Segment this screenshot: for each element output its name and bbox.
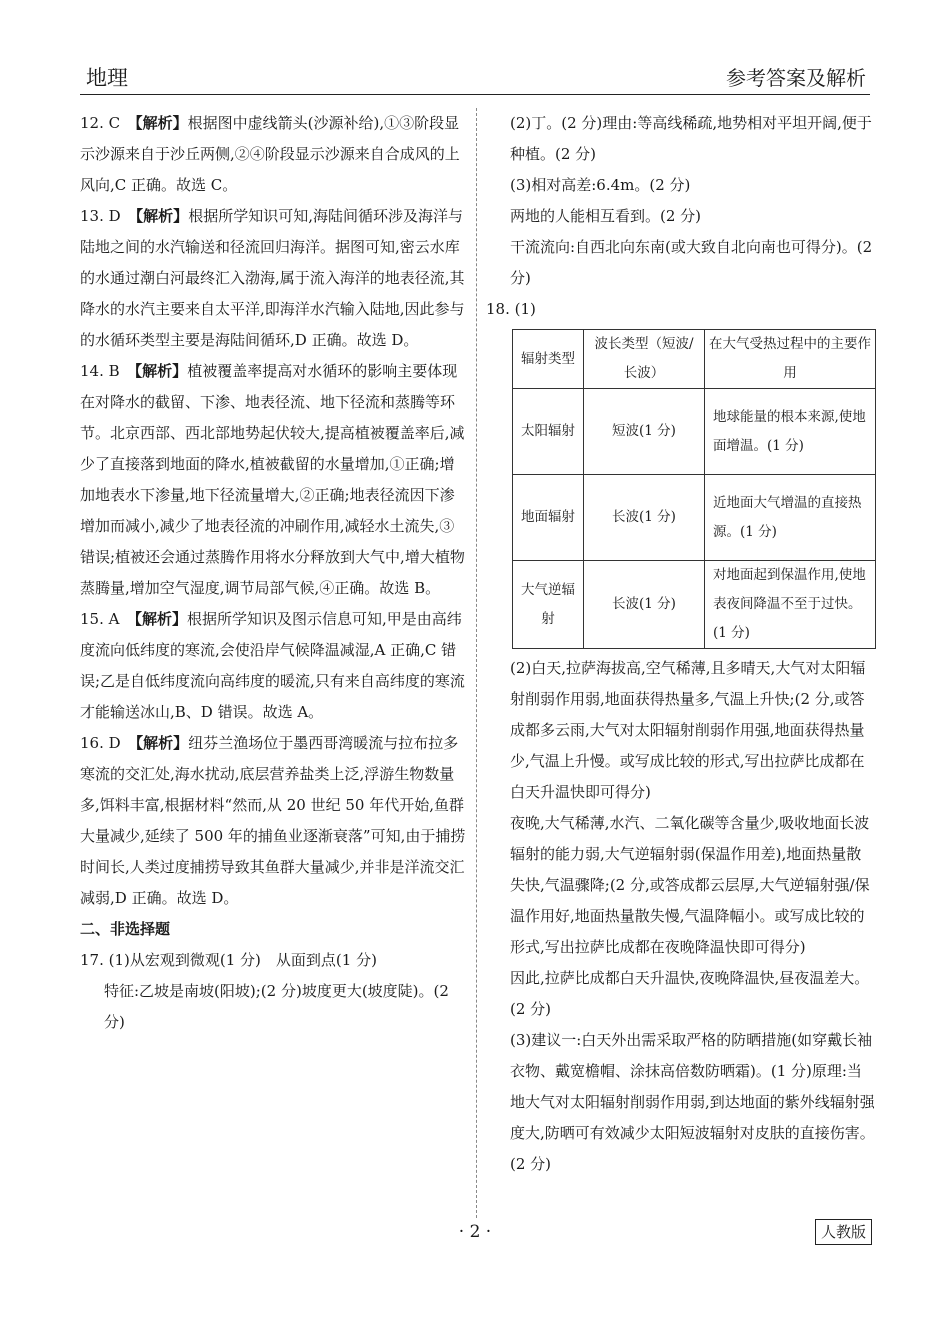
table-cell: 太阳辐射 <box>513 389 584 475</box>
table-cell: 对地面起到保温作用,使地表夜间降温不至于过快。(1 分) <box>705 561 876 649</box>
answer-17-part1: 17. (1)从宏观到微观(1 分) 从面到点(1 分) <box>80 951 377 969</box>
table-row <box>513 561 876 649</box>
table-cell: 地球能量的根本来源,使地面增温。(1 分) <box>705 389 876 475</box>
answer-15: 15. A 【解析】根据所学知识及图示信息可知,甲是由高纬度流向低纬度的寒流,会使沿岸气候降温减湿,A 正确,C 错误;乙是自低纬度流向高纬度的暖流,只有来自高纬度的寒流才能输送冰山,B、D 错误。故选 A。 <box>80 610 465 721</box>
table-cell: 近地面大气增温的直接热源。(1 分) <box>705 475 876 561</box>
right-column <box>486 108 876 1180</box>
answer-18-part1: 18. (1) <box>486 300 536 318</box>
table-row <box>513 389 876 475</box>
left-column <box>80 108 466 1038</box>
edition-badge: 人教版 <box>815 1219 872 1245</box>
page-header <box>80 58 870 95</box>
page-number: · 2 · <box>458 1222 492 1242</box>
answer-17-visibility: 两地的人能相互看到。(2 分) <box>510 207 702 225</box>
doc-title: 参考答案及解析 <box>726 66 866 90</box>
answer-17-part3: (3)相对高差:6.4m。(2 分) <box>510 176 691 194</box>
answer-14: 14. B 【解析】植被覆盖率提高对水循环的影响主要体现在对降水的截留、下渗、地表径流、地下径流和蒸腾等环节。北京西部、西北部地势起伏较大,提高植被覆盖率后,减少了直接落到地面的降水,植被截留的水量增加,①正确;增加地表水下渗量,地下径流量增大,②正确;地表径流因下渗增加而减小,减少了地表径流的冲刷作用,减轻水土流失,③错误;植被还会通过蒸腾作用将水分释放到大气中,增大植物蒸腾量,增加空气湿度,调节局部气候,④正确。故选 B。 <box>80 362 465 597</box>
table-row <box>513 475 876 561</box>
answer-12: 12. C 【解析】根据图中虚线箭头(沙源补给),①③阶段显示沙源来自于沙丘两侧,②④阶段显示沙源来自合成风的上风向,C 正确。故选 C。 <box>80 114 460 194</box>
section-heading: 二、非选择题 <box>80 920 171 938</box>
answer-18-part2-night: 夜晚,大气稀薄,水汽、二氧化碳等含量少,吸收地面长波辐射的能力弱,大气逆辐射弱(保温作用差),地面热量散失快,气温骤降;(2 分,或答成都云层厚,大气逆辐射强/保温作用好,地面热量散失慢,气温降幅小。或写成比较的形式,写出拉萨比成都在夜晚降温快即可得分) <box>510 814 870 956</box>
answer-17-flow: 干流流向:自西北向东南(或大致自北向南也可得分)。(2 分) <box>510 238 873 287</box>
table-header: 波长类型（短波/长波） <box>584 330 705 389</box>
table-header: 辐射类型 <box>513 330 584 389</box>
table-cell: 长波(1 分) <box>584 475 705 561</box>
answer-18-part2-conclusion: 因此,拉萨比成都白天升温快,夜晚降温快,昼夜温差大。(2 分) <box>510 969 870 1018</box>
radiation-table <box>512 329 876 649</box>
answer-18-part3: (3)建议一:白天外出需采取严格的防晒措施(如穿戴长袖衣物、戴宽檐帽、涂抹高倍数防晒霜)。(1 分)原理:当地大气对太阳辐射削弱作用弱,到达地面的紫外线辐射强度大,防晒可有效减少太阳短波辐射对皮肤的直接伤害。(2 分) <box>510 1031 875 1173</box>
answer-16: 16. D 【解析】纽芬兰渔场位于墨西哥湾暖流与拉布拉多寒流的交汇处,海水扰动,底层营养盐类上泛,浮游生物数量多,饵料丰富,根据材料“然而,从 20 世纪 50 年代开始,鱼群大量减少,延续了 500 年的捕鱼业逐渐衰落”可知,由于捕捞时间长,人类过度捕捞导致其鱼群大量减少,并非是洋流交汇减弱,D 正确。故选 D。 <box>80 734 466 907</box>
answer-17-feature: 特征:乙坡是南坡(阳坡);(2 分)坡度更大(坡度陡)。(2 分) <box>104 982 449 1031</box>
answer-17-part2: (2)丁。(2 分)理由:等高线稀疏,地势相对平坦开阔,便于种植。(2 分) <box>510 114 872 163</box>
answer-13: 13. D 【解析】根据所学知识可知,海陆间循环涉及海洋与陆地之间的水汽输送和径流回归海洋。据图可知,密云水库的水通过潮白河最终汇入渤海,属于流入海洋的地表径流,其降水的水汽主要来自太平洋,即海洋水汽输入陆地,因此参与的水循环类型主要是海陆间循环,D 正确。故选 D。 <box>80 207 465 349</box>
table-cell: 大气逆辐射 <box>513 561 584 649</box>
table-cell: 短波(1 分) <box>584 389 705 475</box>
subject-title: 地理 <box>86 66 128 90</box>
table-cell: 长波(1 分) <box>584 561 705 649</box>
answer-18-part2-day: (2)白天,拉萨海拔高,空气稀薄,且多晴天,大气对太阳辐射削弱作用弱,地面获得热量多,气温上升快;(2 分,或答成都多云雨,大气对太阳辐射削弱作用强,地面获得热量少,气温上升慢。或写成比较的形式,写出拉萨比成都在白天升温快即可得分) <box>510 659 866 801</box>
table-header: 在大气受热过程中的主要作用 <box>705 330 876 389</box>
table-header-row <box>513 330 876 389</box>
column-divider <box>476 108 477 1218</box>
table-cell: 地面辐射 <box>513 475 584 561</box>
